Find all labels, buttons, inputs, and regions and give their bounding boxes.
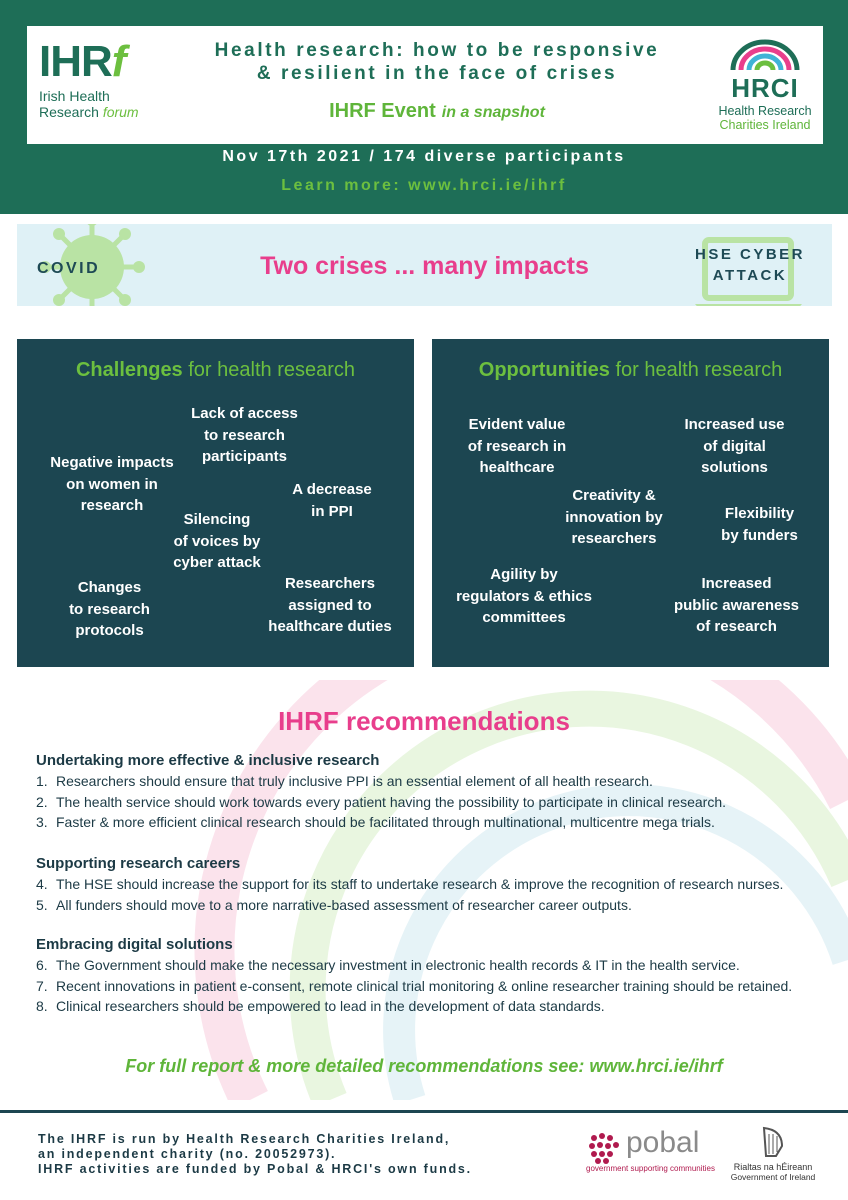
crises-banner (17, 224, 832, 306)
footer-text: The IHRF is run by Health Research Charities Ireland, an independent charity (no. 20052973). IHRF activities are funded by Pobal & HRCI's own funds. (38, 1132, 472, 1176)
footer-divider (0, 1110, 848, 1113)
opportunity-item: Creativity & innovation by researchers (565, 487, 663, 547)
challenge-item: Changes to research protocols (69, 579, 150, 639)
recommendation-item: 8. Clinical researchers should be empowered to lead in the development of data standards. (36, 998, 605, 1014)
challenge-item: Researchers assigned to healthcare duties (268, 575, 392, 635)
opportunity-item: Increased public awareness of research (673, 575, 800, 635)
event-snapshot-label: IHRF Event in a snapshot (329, 100, 545, 122)
challenge-item: Lack of access to research participants (191, 405, 298, 465)
recommendation-item: 6. The Government should make the necessary investment in electronic health records & IT in the health service. (36, 957, 740, 973)
recommendation-item: 2. The health service should work towards every patient having the possibility to participate in clinical research. (36, 793, 727, 810)
hrci-logo: HRCI Health Research Charities Ireland (715, 36, 815, 136)
recommendation-item: 5. All funders should move to a more narrative-based assessment of researcher career outputs. (36, 896, 632, 913)
full-report-link[interactable]: For full report & more detailed recommendations see: www.hrci.ie/ihrf (125, 1056, 723, 1076)
opportunities-panel (432, 339, 829, 667)
challenges-panel (17, 339, 414, 667)
challenge-item: Negative impacts on women in research (50, 454, 174, 514)
recommendations-title: IHRF recommendations (278, 706, 570, 736)
section-heading: Supporting research careers (36, 855, 241, 872)
opportunity-item: Flexibility by funders (721, 505, 798, 544)
section-heading: Undertaking more effective & inclusive research (36, 752, 380, 769)
event-date-participants: Nov 17th 2021 / 174 diverse participants (222, 148, 626, 165)
pobal-tagline: government supporting communities (586, 1164, 715, 1173)
covid-label: COVID (37, 260, 101, 277)
challenge-item: A decrease in PPI (292, 481, 372, 520)
challenges-heading: Challenges for health research (75, 359, 356, 381)
opportunity-item: Evident value of research in healthcare (467, 416, 567, 476)
ihrf-logo: IHRf Irish Health Research forum (39, 37, 139, 120)
crises-headline: Two crises ... many impacts (260, 252, 589, 280)
hse-cyber-attack-label: HSE CYBER ATTACK (694, 246, 806, 284)
government-label-english: Government of Ireland (730, 1172, 816, 1182)
government-label-irish: Rialtas na hÉireann (733, 1162, 813, 1172)
header-band (0, 0, 848, 214)
opportunities-heading: Opportunities for health research (478, 359, 783, 381)
page-title: Health research: how to be responsive & resilient in the face of crises (214, 40, 660, 84)
recommendation-item: 1. Researchers should ensure that truly inclusive PPI is an essential element of all health research. (36, 773, 653, 789)
hrci-arc-icon (725, 36, 805, 72)
recommendation-item: 4. The HSE should increase the support for its staff to undertake research & improve the recognition of research nurses. (36, 876, 784, 892)
harp-icon (760, 1126, 786, 1158)
pobal-wordmark: pobal (626, 1126, 700, 1159)
opportunity-item: Increased use of digital solutions (684, 416, 785, 476)
section-heading: Embracing digital solutions (36, 936, 233, 953)
learn-more-link[interactable]: Learn more: www.hrci.ie/ihrf (281, 177, 567, 194)
header-card (27, 26, 823, 144)
challenge-item: Silencing of voices by cyber attack (173, 511, 261, 571)
recommendation-section-careers (36, 855, 783, 915)
recommendation-item: 7. Recent innovations in patient e-consent, remote clinical trial monitoring & online researcher training should be retained. (36, 977, 793, 994)
recommendation-section-research (36, 752, 726, 833)
recommendation-item: 3. Faster & more efficient clinical research should be facilitated through multinational, multicentre mega trials. (36, 814, 715, 830)
opportunity-item: Agility by regulators & ethics committees (456, 566, 592, 626)
recommendation-section-digital (36, 936, 792, 1017)
